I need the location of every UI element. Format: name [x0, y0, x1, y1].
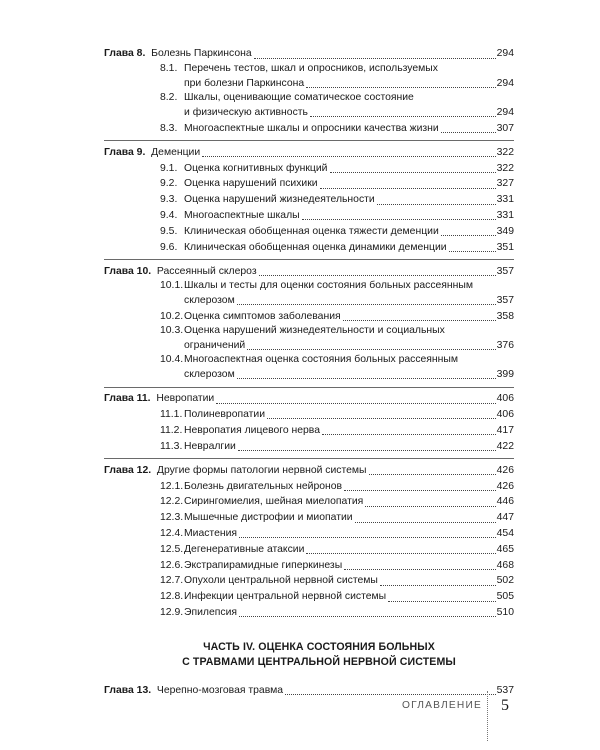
page-ref: 331 — [496, 194, 514, 206]
section-number: 11.3. — [160, 440, 183, 452]
section-title: Эпилепсия — [184, 606, 237, 618]
page-ref: 406 — [496, 409, 514, 421]
part-heading-line: ЧАСТЬ IV. ОЦЕНКА СОСТОЯНИЯ БОЛЬНЫХ — [203, 641, 435, 654]
toc-section-entry[interactable] — [160, 176, 514, 192]
toc-section-entry[interactable] — [160, 208, 514, 224]
dot-leader — [380, 585, 496, 586]
section-title: Экстрапирамидные гиперкинезы — [184, 559, 343, 571]
section-title-continued: склерозом — [184, 369, 235, 381]
section-number: 12.6. — [160, 559, 184, 571]
chapter-label: Глава 13. — [104, 684, 152, 696]
dot-leader — [344, 490, 496, 491]
toc-chapter-entry[interactable] — [104, 682, 514, 698]
toc-section-entry[interactable] — [160, 120, 514, 136]
section-title-line — [160, 368, 514, 383]
dot-leader — [322, 434, 496, 435]
chapter-label: Глава 10. — [104, 265, 152, 277]
dot-leader — [343, 320, 496, 321]
section-title: Инфекции центральной нервной системы — [184, 591, 387, 603]
section-title: Миастения — [184, 527, 238, 539]
toc-section-entry[interactable] — [160, 526, 514, 542]
page-ref: 349 — [496, 225, 514, 237]
chapter-label: Глава 12. — [104, 464, 152, 476]
section-title-line — [160, 338, 514, 353]
section-number: 12.7. — [160, 575, 184, 587]
section-title: Дегенеративные атаксии — [184, 543, 305, 555]
toc-section-entry[interactable] — [160, 605, 514, 621]
section-number: 10.1. — [160, 280, 184, 292]
dot-leader — [306, 87, 496, 88]
section-title: Клиническая обобщенная оценка тяжести деменции — [184, 225, 439, 237]
section-number: 12.1. — [160, 480, 184, 492]
toc-section-entry[interactable] — [160, 160, 514, 176]
section-number: 8.3. — [160, 122, 178, 134]
page-ref: 294 — [496, 106, 514, 118]
footer-divider — [487, 691, 488, 741]
section-number: 9.6. — [160, 241, 178, 253]
section-title-continued: склерозом — [184, 294, 235, 306]
section-title: Оценка нарушений жизнедеятельности — [184, 194, 375, 206]
section-title-line — [160, 105, 514, 120]
section-title-line — [160, 293, 514, 308]
dot-leader — [310, 116, 496, 117]
page-ref: 357 — [496, 265, 514, 277]
page-ref: 327 — [496, 178, 514, 190]
toc-chapter-entry[interactable] — [104, 144, 514, 160]
chapter-divider — [104, 387, 514, 388]
chapter-label: Глава 11. — [104, 393, 151, 405]
section-title: Многоаспектные шкалы — [184, 209, 300, 221]
page-ref: 399 — [496, 369, 514, 381]
page-ref: 376 — [496, 339, 514, 351]
chapter-label: Глава 9. — [104, 146, 146, 158]
dot-leader — [388, 601, 496, 602]
toc-section-entry[interactable] — [160, 308, 514, 324]
chapter-divider — [104, 259, 514, 260]
page-ref: 294 — [496, 77, 514, 89]
toc-section-entry[interactable] — [160, 62, 514, 91]
toc-section-entry[interactable] — [160, 589, 514, 605]
section-title: Невропатия лицевого нерва — [184, 424, 320, 436]
toc-section-entry[interactable] — [160, 557, 514, 573]
section-title: Шкалы, оценивающие соматическое состояние — [184, 91, 414, 103]
section-title: Полиневропатии — [184, 409, 266, 421]
chapter-title: Рассеянный склероз — [156, 265, 257, 277]
toc-chapter-entry[interactable] — [104, 391, 514, 407]
section-title-continued: ограничений — [184, 339, 246, 351]
toc-section-entry[interactable] — [160, 279, 514, 308]
toc-section-entry[interactable] — [160, 91, 514, 120]
page-ref: 322 — [496, 146, 514, 158]
chapter-divider — [104, 458, 514, 459]
chapter-title: Черепно-мозговая травма — [156, 684, 284, 696]
toc-section-entry[interactable] — [160, 573, 514, 589]
toc-chapter-entry[interactable] — [104, 263, 514, 279]
page-ref: 331 — [496, 209, 514, 221]
dot-leader — [344, 569, 495, 570]
section-number: 12.2. — [160, 496, 184, 508]
section-number: 11.1. — [160, 409, 183, 421]
section-number: 9.1. — [160, 162, 178, 174]
dot-leader — [267, 418, 496, 419]
section-title: Болезнь двигательных нейронов — [184, 480, 343, 492]
section-title-line — [160, 62, 514, 76]
section-title: Перечень тестов, шкал и опросников, используемых — [184, 62, 438, 74]
page-ref: 351 — [496, 241, 514, 253]
section-number: 12.8. — [160, 591, 184, 603]
dot-leader — [441, 235, 496, 236]
toc-section-entry[interactable] — [160, 353, 514, 382]
dot-leader — [237, 304, 496, 305]
toc-section-entry[interactable] — [160, 324, 514, 353]
dot-leader — [320, 188, 496, 189]
page-ref: 422 — [496, 440, 514, 452]
toc-section-entry[interactable] — [160, 422, 514, 438]
part-heading — [104, 640, 514, 670]
page-ref: 465 — [496, 543, 514, 555]
section-number: 12.4. — [160, 527, 184, 539]
toc-section-entry[interactable] — [160, 438, 514, 454]
section-number: 12.5. — [160, 543, 184, 555]
dot-leader — [330, 172, 496, 173]
section-title-line — [160, 353, 514, 367]
toc-section-entry[interactable] — [160, 223, 514, 239]
page-ref: 537 — [496, 684, 514, 696]
dot-leader — [377, 204, 496, 205]
toc-section-entry[interactable] — [160, 478, 514, 494]
section-number: 8.2. — [160, 91, 178, 103]
toc-section-entry[interactable] — [160, 407, 514, 423]
page-ref: 502 — [496, 575, 514, 587]
section-number: 8.1. — [160, 62, 178, 74]
section-number: 9.4. — [160, 209, 178, 221]
page-ref: 307 — [496, 122, 514, 134]
page-ref: 426 — [496, 480, 514, 492]
dot-leader — [238, 450, 496, 451]
section-number: 10.3. — [160, 325, 184, 337]
page-ref: 446 — [496, 496, 514, 508]
section-title: Оценка нарушений психики — [184, 178, 318, 190]
chapter-divider — [104, 140, 514, 141]
page-ref: 294 — [496, 48, 514, 60]
chapter-title: Невропатии — [156, 393, 215, 405]
toc-chapter-entry[interactable] — [104, 46, 514, 62]
section-title: Мышечные дистрофии и миопатии — [184, 512, 353, 524]
dot-leader — [216, 403, 495, 404]
toc-section-entry[interactable] — [160, 192, 514, 208]
dot-leader — [285, 694, 496, 695]
section-title: Оценка симптомов заболевания — [184, 310, 341, 322]
page-ref: 447 — [496, 512, 514, 524]
section-title-continued: и физическую активность — [184, 106, 308, 118]
section-title: Оценка когнитивных функций — [184, 162, 328, 174]
page-ref: 358 — [496, 310, 514, 322]
section-title: Невралгии — [184, 440, 236, 452]
chapter-title: Болезнь Паркинсона — [151, 48, 252, 60]
dot-leader — [365, 506, 495, 507]
section-title: Сирингомиелия, шейная миелопатия — [184, 496, 364, 508]
page-ref: 322 — [496, 162, 514, 174]
dot-leader — [302, 219, 496, 220]
section-title: Клиническая обобщенная оценка динамики деменции — [184, 241, 447, 253]
dot-leader — [239, 537, 496, 538]
page-number: 5 — [501, 697, 509, 714]
dot-leader — [247, 349, 495, 350]
page-ref: 357 — [496, 294, 514, 306]
section-title-line — [160, 91, 514, 105]
section-number: 9.5. — [160, 225, 178, 237]
section-title: Многоаспектная оценка состояния больных рассеянным — [184, 354, 459, 366]
section-title-line — [160, 324, 514, 338]
section-number: 10.4. — [160, 354, 184, 366]
page-ref: 426 — [496, 464, 514, 476]
page-ref: 505 — [496, 591, 514, 603]
toc-section-entry[interactable] — [160, 510, 514, 526]
section-title: Опухоли центральной нервной системы — [184, 575, 378, 587]
toc-section-entry[interactable] — [160, 541, 514, 557]
chapter-title: Другие формы патологии нервной системы — [156, 464, 367, 476]
section-number: 9.3. — [160, 194, 178, 206]
dot-leader — [237, 378, 496, 379]
page-ref: 468 — [496, 559, 514, 571]
table-of-contents — [104, 46, 514, 698]
section-title: Оценка нарушений жизнедеятельности и социальных — [184, 325, 445, 337]
toc-section-entry[interactable] — [160, 239, 514, 255]
section-number: 11.2. — [160, 424, 183, 436]
chapter-title: Деменции — [151, 146, 201, 158]
section-title-line — [160, 279, 514, 293]
dot-leader — [239, 616, 496, 617]
section-title-line — [160, 76, 514, 91]
dot-leader — [449, 251, 496, 252]
section-number: 10.2. — [160, 310, 184, 322]
dot-leader — [369, 474, 496, 475]
section-title: Шкалы и тесты для оценки состояния больных рассеянным — [184, 280, 474, 292]
chapter-label: Глава 8. — [104, 48, 146, 60]
section-title: Многоаспектные шкалы и опросники качества жизни — [184, 122, 439, 134]
section-number: 9.2. — [160, 178, 178, 190]
dot-leader — [259, 275, 496, 276]
section-title-continued: при болезни Паркинсона — [184, 77, 305, 89]
dot-leader — [441, 132, 496, 133]
running-footer-section: ОГЛАВЛЕНИЕ — [402, 700, 482, 711]
page-ref: 417 — [496, 424, 514, 436]
dot-leader — [202, 156, 495, 157]
page-ref: 454 — [496, 527, 514, 539]
toc-section-entry[interactable] — [160, 494, 514, 510]
dot-leader — [254, 58, 496, 59]
page-ref: 510 — [496, 606, 514, 618]
toc-chapter-entry[interactable] — [104, 462, 514, 478]
dot-leader — [355, 522, 496, 523]
page-ref: 406 — [496, 393, 514, 405]
dot-leader — [306, 553, 495, 554]
section-number: 12.9. — [160, 606, 184, 618]
part-heading-line: С ТРАВМАМИ ЦЕНТРАЛЬНОЙ НЕРВНОЙ СИСТЕМЫ — [182, 656, 456, 669]
section-number: 12.3. — [160, 512, 184, 524]
